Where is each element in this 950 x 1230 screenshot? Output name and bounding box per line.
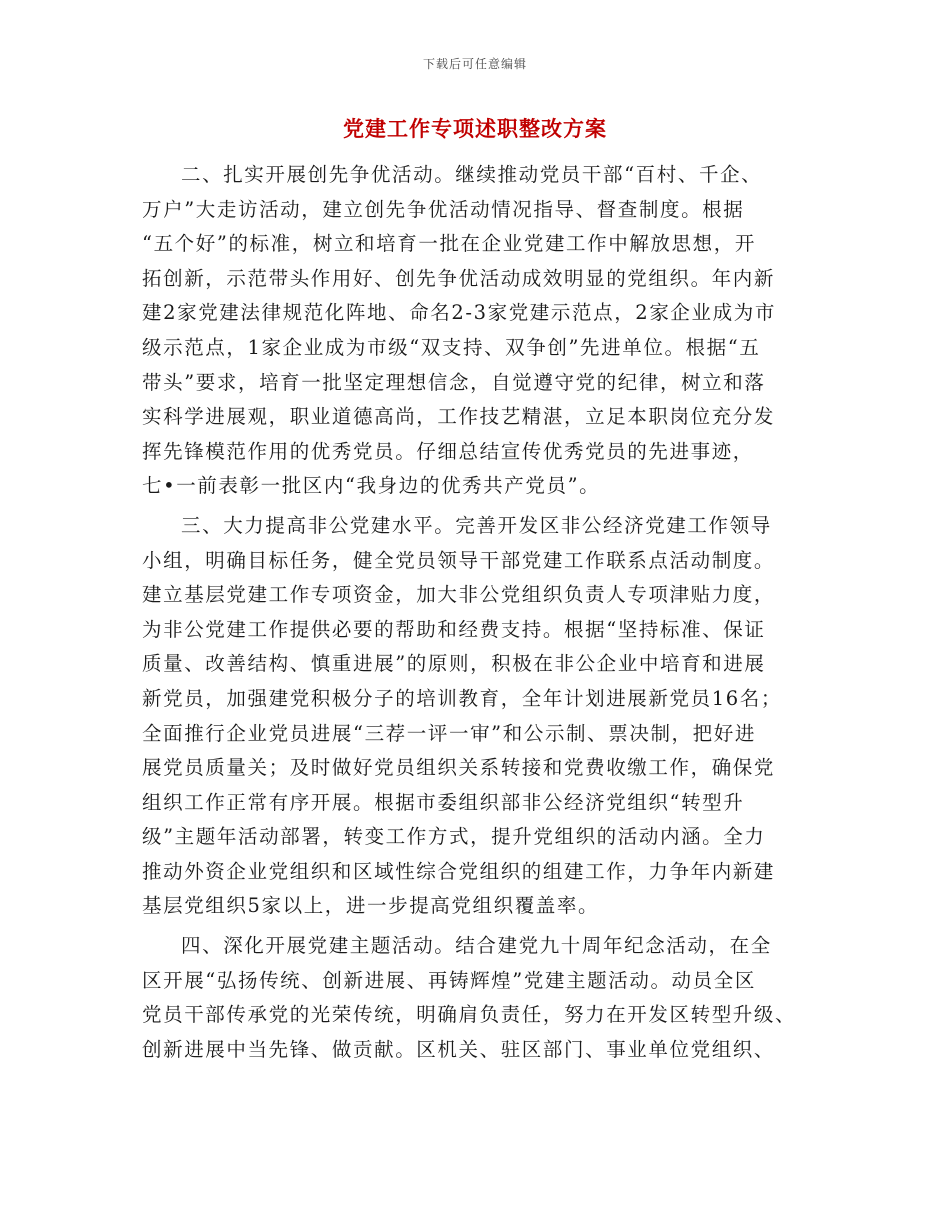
- paragraph: [142, 509, 808, 924]
- paragraph-line: 三、大力提高非公党建水平。完善开发区非公经济党建工作领导: [181, 513, 772, 537]
- paragraph-line: 级”主题年活动部署，转变工作方式，提升党组织的活动内涵。全力: [142, 825, 766, 849]
- paragraph-line: 展党员质量关；及时做好党员组织关系转接和党费收缴工作，确保党: [142, 756, 776, 780]
- paragraph-line: 实科学进展观，职业道德高尚，工作技艺精湛，立足本职岗位充分发: [142, 405, 776, 429]
- paragraph-line: 建立基层党建工作专项资金，加大非公党组织负责人专项津贴力度，: [142, 583, 776, 607]
- paragraph-line: 二、扎实开展创先争优活动。继续推动党员干部“百村、千企、: [181, 163, 763, 186]
- paragraph-line: 创新进展中当先锋、做贡献。区机关、驻区部门、事业单位党组织、: [142, 1037, 776, 1061]
- paragraph-line: 为非公党建工作提供必要的帮助和经费支持。根据“坚持标准、保证: [142, 617, 766, 641]
- paragraph-line: 四、深化开展党建主题活动。结合建党九十周年纪念活动，在全: [181, 934, 772, 958]
- paragraph-line: 万户”大走访活动，建立创先争优活动情况指导、督查制度。根据: [142, 197, 745, 221]
- paragraph-line: 基层党组织5家以上，进一步提高党组织覆盖率。: [142, 894, 600, 918]
- paragraph-line: 带头”要求，培育一批坚定理想信念，自觉遵守党的纪律，树立和落: [142, 370, 766, 394]
- paragraph-line: 拓创新，示范带头作用好、创先争优活动成效明显的党组织。年内新: [142, 266, 776, 290]
- paragraph-line: 七•一前表彰一批区内“我身边的优秀共产党员”。: [142, 474, 601, 498]
- paragraph-line: 挥先锋模范作用的优秀党员。仔细总结宣传优秀党员的先进事迹，: [142, 439, 754, 463]
- paragraph-line: 质量、改善结构、慎重进展”的原则，积极在非公企业中培育和进展: [142, 652, 766, 676]
- paragraph: [142, 158, 808, 504]
- paragraph-line: “五个好”的标准，树立和培育一批在企业党建工作中解放思想，开: [142, 232, 756, 256]
- paragraph-line: 组织工作正常有序开展。根据市委组织部非公经济党组织“转型升: [142, 790, 745, 814]
- paragraph-line: 区开展“弘扬传统、创新进展、再铸辉煌”党建主题活动。动员全区: [142, 968, 756, 992]
- paragraph-line: 建2家党建法律规范化阵地、命名2-3家党建示范点，2家企业成为市: [142, 301, 776, 325]
- paragraph-line: 党员干部传承党的光荣传统，明确肩负责任，努力在开发区转型升级、: [142, 1003, 797, 1027]
- paragraph: [142, 929, 808, 1067]
- paragraph-line: 级示范点，1家企业成为市级“双支持、双争创”先进单位。根据“五: [142, 335, 761, 359]
- document-body: [142, 158, 808, 1067]
- paragraph-line: 推动外资企业党组织和区域性综合党组织的组建工作，力争年内新建: [142, 859, 776, 883]
- document-title: 党建工作专项述职整改方案: [343, 116, 607, 141]
- header-note: 下载后可任意编辑: [422, 57, 527, 71]
- paragraph-line: 新党员，加强建党积极分子的培训教育，全年计划进展新党员16名；: [142, 686, 782, 710]
- paragraph-line: 小组，明确目标任务，健全党员领导干部党建工作联系点活动制度。: [142, 548, 776, 572]
- paragraph-line: 全面推行企业党员进展“三荐一评一审”和公示制、票决制，把好进: [142, 721, 756, 745]
